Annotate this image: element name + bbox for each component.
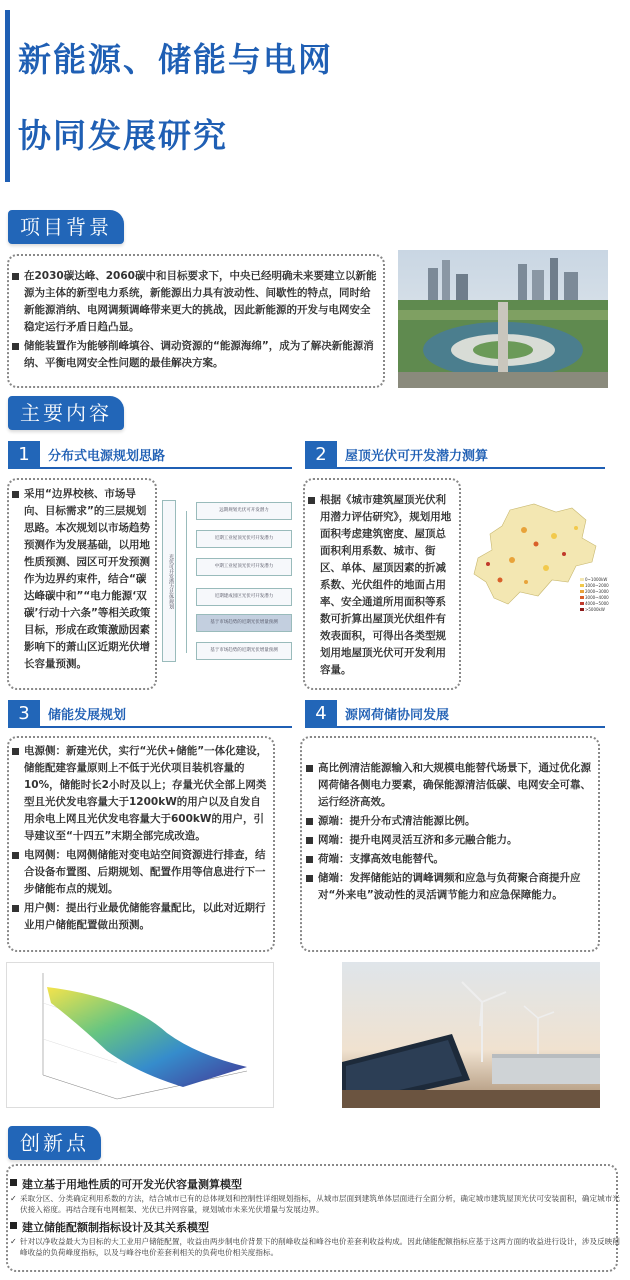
- flow-step-6: 基于市场趋势的近期光伏增量预测: [196, 642, 292, 660]
- legend-3: 3000~4000: [585, 595, 609, 600]
- legend-1: 1000~2000: [585, 583, 609, 588]
- legend-4: 4000~5000: [585, 601, 609, 606]
- innovation-title-1: 建立基于用地性质的可开发光伏容量测算模型: [10, 1176, 242, 1192]
- item4-bullets: [306, 760, 596, 906]
- item3-number: 3: [8, 700, 40, 728]
- innovation-text-2: ✓ 针对以净收益最大为目标的大工业用户储能配置，收益由两步制电价背景下的削峰收益和峰谷电价差套利收益构成。因此储能配额指标应基于这两方面的收益进行设计，涉及反映削峰收益的负荷峰度指标，以及与峰谷电价差套利相关的负荷电价相关度指标。: [10, 1236, 620, 1258]
- item3-bullet-3: 用户侧：提出行业最优储能容量配比，以此对近期行业用户储能配置做出预测。: [12, 900, 270, 934]
- item2-header: [305, 441, 605, 469]
- item4-header: [305, 700, 605, 728]
- legend-5: >5000kW: [585, 607, 605, 612]
- item1-number: 1: [8, 441, 40, 469]
- item4-bullet-4: 荷端：支撑高效电能替代。: [306, 851, 596, 868]
- page-title-line1: 新能源、储能与电网: [18, 40, 333, 79]
- legend-0: 0~1000kW: [585, 577, 608, 582]
- item4-bullet-5: 储端：发挥储能站的调峰调频和应急与负荷聚合商提升应对“外来电”波动性的灵活调节能力和应急保障能力。: [306, 870, 596, 904]
- item1-title: 分布式电源规划思路: [48, 449, 166, 464]
- item1-text-block: [12, 486, 152, 675]
- district-map-illustration: [464, 500, 614, 618]
- flow-step-1: 远期规划光伏可开发潜力: [196, 502, 292, 520]
- item4-title: 源网荷储协同发展: [345, 708, 450, 723]
- item2-number: 2: [305, 441, 337, 469]
- legend-2: 2000~3000: [585, 589, 609, 594]
- background-bullet-2: 储能装置作为能够削峰填谷、调动资源的“能源海绵”，成为了解决新能源消纳、平衡电网安全性问题的最佳解决方案。: [12, 338, 380, 372]
- flow-step-3: 中期工业屋顶光伏可开发潜力: [196, 558, 292, 576]
- flow-side-label: 光伏可开发潜力总体规划: [162, 500, 176, 662]
- item1-text: 采用“边界校核、市场导向、目标需求”的三层规划思路。本次规划以市场趋势预测作为发展基础，以用地性质预测、园区可开发预测作为边界约束件，结合“碳达峰碳中和”“电力能源‘双碳’行动十六条”等相关政策目标，形成在政策激励因素影响下的萧山区近期光伏增长容量预测。: [12, 486, 152, 673]
- item3-bullets: [12, 743, 270, 936]
- item4-bullet-2: 源端：提升分布式清洁能源比例。: [306, 813, 596, 830]
- solar-wind-illustration: [342, 962, 600, 1108]
- item4-number: 4: [305, 700, 337, 728]
- page-title-line2: 协同发展研究: [18, 116, 228, 155]
- city-aerial-photo: [398, 250, 608, 388]
- innovation-title-2: 建立储能配额制指标设计及其关系模型: [10, 1219, 209, 1235]
- item4-bullet-3: 网端：提升电网灵活互济和多元融合能力。: [306, 832, 596, 849]
- item3-header: [8, 700, 292, 728]
- item2-text-block: [308, 492, 456, 681]
- item1-header: [8, 441, 292, 469]
- potential-map: [464, 500, 614, 618]
- flow-step-5: 基于市场趋势的近期光伏增量预测: [196, 614, 292, 632]
- flow-step-4: 近期建成园区光伏可开发潜力: [196, 588, 292, 606]
- flow-step-2: 近期工业屋顶光伏可开发潜力: [196, 530, 292, 548]
- section-header-main: 主要内容: [8, 396, 124, 430]
- title-accent-bar: [5, 10, 10, 182]
- item3-bullet-2: 电网侧：电网侧储能对变电站空间资源进行排查，结合设备布置图、后期规划、配置作用等信息进行下一步储能布点的规划。: [12, 847, 270, 898]
- item3-title: 储能发展规划: [48, 708, 127, 723]
- background-bullet-1: 在2030碳达峰、2060碳中和目标要求下，中央已经明确未来要建立以新能源为主体的新型电力系统，新能源出力具有波动性、间歇性的特点，同时给新能源消纳、电网调频调峰带来更大的挑战，因此新能源的开发与电网安全稳定运行矛盾日趋凸显。: [12, 268, 380, 336]
- item1-flowchart: [162, 500, 294, 662]
- surface-plot-illustration: [7, 963, 274, 1108]
- item2-title: 屋顶光伏可开发潜力测算: [345, 449, 489, 464]
- item3-bullet-1: 电源侧：新建光伏，实行“光伏+储能”一体化建设，储能配建容量原则上不低于光伏项目装机容量的10%，储能时长2小时及以上；存量光伏全部上网类型且光伏发电容量大于1200kW的用户以及自发自用余电上网且光伏发电容量大于600kW的用户，引导建议至“十四五”末期全部完成改造。: [12, 743, 270, 845]
- flow-connector: [186, 511, 187, 653]
- background-bullets: [12, 268, 380, 374]
- solar-wind-photo: [342, 962, 600, 1108]
- section-header-innovation: 创新点: [8, 1126, 101, 1160]
- surface-plot-image: [6, 962, 274, 1108]
- innovation-text-1: ✓ 采取分区、分类确定利用系数的方法，结合城市已有的总体规划和控制性详细规划指标，从城市层面到建筑单体层面进行全面分析，确定城市建筑屋顶光伏可安装面积，确定城市光伏接入裕度。再结合现有电网框架、光伏已并网容量，规划城市未来光伏增量与发展边界。: [10, 1193, 620, 1215]
- city-aerial-illustration: [398, 250, 608, 388]
- item2-text: 根据《城市建筑屋顶光伏利用潜力评估研究》，规划用地面积考虑建筑密度、屋顶总面积利用系数、城市、街区、单体、屋顶因素的折减系数、光伏组件的地面占用率、安全通道所用面积等系数可折算出屋顶光伏组件有效表面积，可得出各类型规划用地屋顶光伏可开发利用容量。: [308, 492, 456, 679]
- item4-bullet-1: 高比例清洁能源输入和大规模电能替代场景下，通过优化源网荷储各侧电力要素，确保能源清洁低碳、电网安全可靠、运行经济高效。: [306, 760, 596, 811]
- section-header-background: 项目背景: [8, 210, 124, 244]
